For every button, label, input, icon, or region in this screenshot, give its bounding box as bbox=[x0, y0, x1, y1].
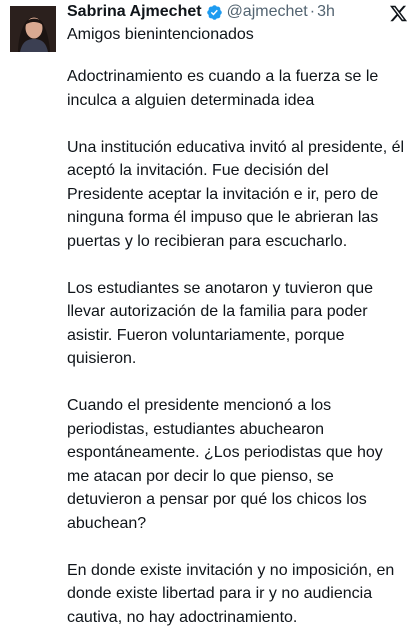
separator-dot: · bbox=[310, 1, 315, 23]
avatar-image bbox=[10, 6, 56, 52]
tweet-header bbox=[67, 1, 396, 23]
tweet-first-line: Amigos bienintencionados bbox=[67, 24, 396, 45]
x-logo-icon[interactable] bbox=[389, 4, 408, 23]
tweet-paragraph: Cuando el presidente mencionó a los periodistas, estudiantes abuchearon espontáneamente. ¿Los periodistas que hoy me atacan por decir lo que pienso, se detuvieron a pensar por qué los chicos los abuchean? bbox=[67, 394, 407, 535]
verified-badge-icon[interactable] bbox=[206, 4, 223, 21]
tweet-paragraph: Adoctrinamiento es cuando a la fuerza se le inculca a alguien determinada idea bbox=[67, 65, 407, 112]
display-name[interactable]: Sabrina Ajmechet bbox=[67, 1, 202, 23]
tweet-paragraph: Los estudiantes se anotaron y tuvieron que llevar autorización de la familia para poder asistir. Fueron voluntariamente, porque quisieron. bbox=[67, 277, 407, 371]
timestamp[interactable]: 3h bbox=[317, 1, 335, 23]
avatar[interactable] bbox=[10, 6, 56, 52]
tweet-paragraph: Una institución educativa invitó al presidente, él aceptó la invitación. Fue decisión del Presidente aceptar la invitación e ir, pero de ninguna forma él impuso que le abrieran las puertas y lo recibieran para escucharlo. bbox=[67, 136, 407, 254]
tweet-body bbox=[67, 65, 407, 629]
tweet-paragraph: En donde existe invitación y no imposición, en donde existe libertad para ir y no audiencia cautiva, no hay adoctrinamiento. bbox=[67, 559, 407, 629]
user-handle[interactable]: @ajmechet bbox=[227, 1, 308, 23]
tweet-header-block bbox=[67, 1, 396, 45]
